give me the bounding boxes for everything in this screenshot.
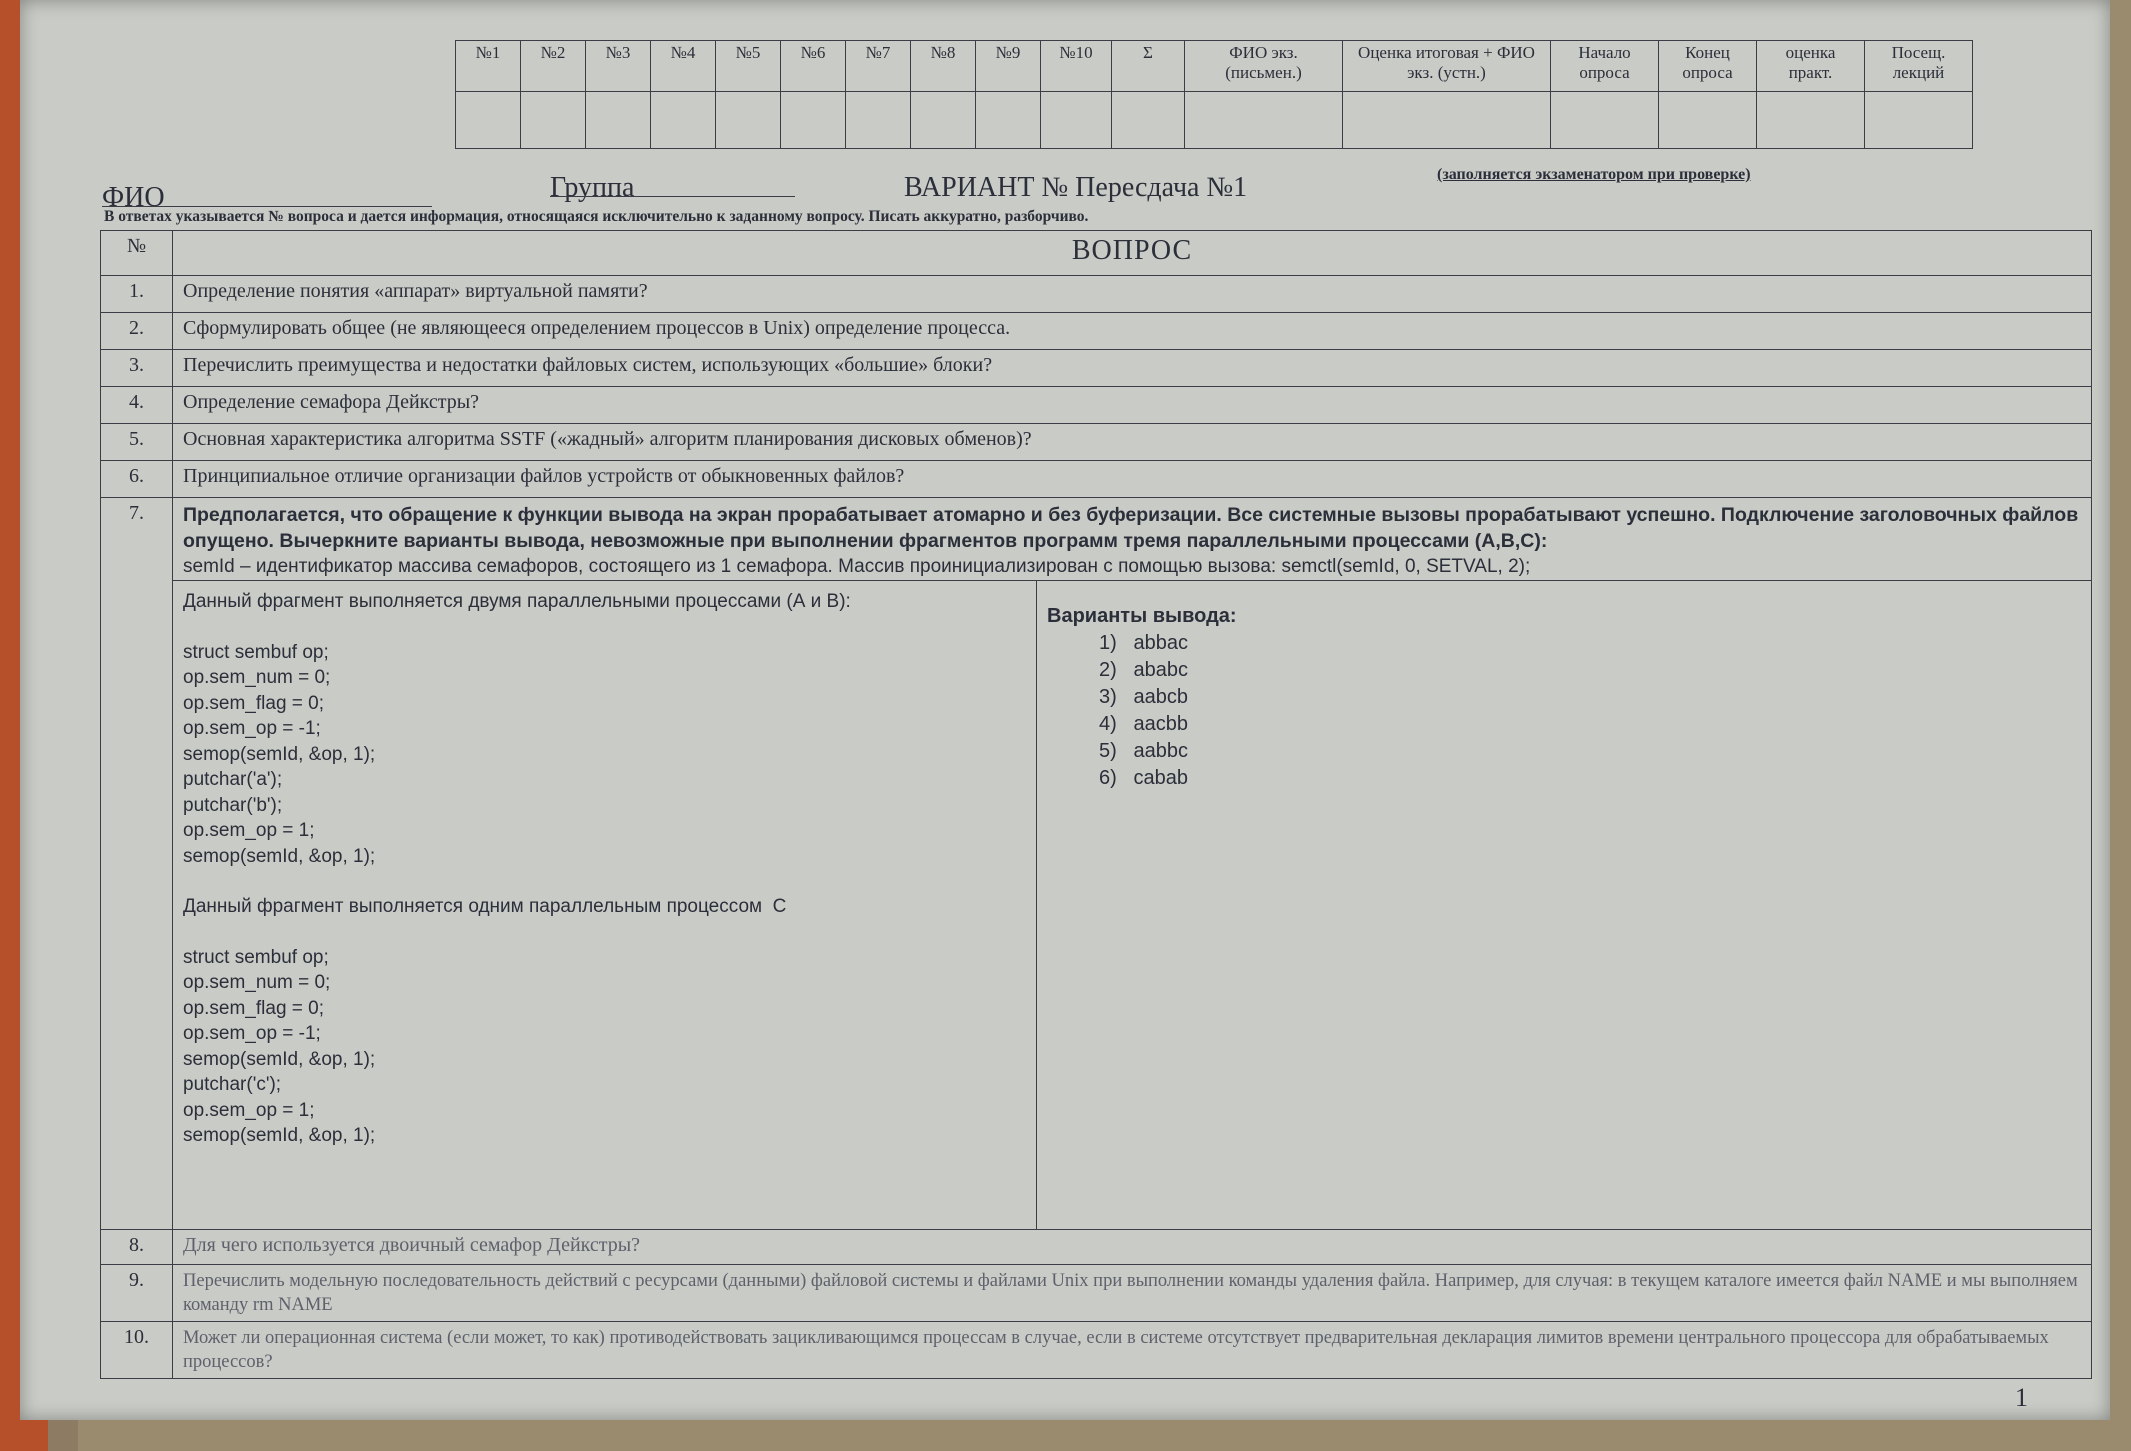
- question-7-row: [101, 498, 2091, 1230]
- question-row: [101, 1265, 2091, 1322]
- fragment-c-title: Данный фрагмент выполняется одним параллельным процессом С: [183, 896, 787, 917]
- code-line: op.sem_op = -1;: [183, 1023, 321, 1044]
- group-blank[interactable]: [550, 172, 795, 197]
- code-line: op.sem_num = 0;: [183, 972, 331, 993]
- score-entry-cell[interactable]: [781, 92, 846, 149]
- score-entry-cell[interactable]: [1551, 92, 1659, 149]
- score-entry-cell[interactable]: [1112, 92, 1185, 149]
- code-line: op.sem_op = 1;: [183, 820, 315, 841]
- score-header-cell: №9: [976, 41, 1041, 92]
- code-line: semop(semId, &op, 1);: [183, 743, 376, 765]
- code-line: op.sem_flag = 0;: [183, 692, 325, 714]
- col-question-header: ВОПРОС: [1071, 235, 1193, 266]
- examiner-note: (заполняется экзаменатором при проверке): [1437, 166, 1751, 183]
- code-line: op.sem_op = -1;: [183, 718, 321, 739]
- output-option[interactable]: 5) aabbc: [1099, 740, 1188, 762]
- score-header-cell: №5: [716, 41, 781, 92]
- question-text: Для чего используется двоичный семафор Дейкстры?: [183, 1234, 641, 1256]
- question-row: [101, 424, 2091, 461]
- question-7-inner-table: [173, 580, 2091, 1229]
- output-option[interactable]: 4) aacbb: [1099, 713, 1188, 735]
- student-header: [102, 166, 2002, 213]
- score-header-cell: №1: [456, 41, 521, 92]
- question-7-body: [173, 498, 2091, 1229]
- code-line: putchar('b');: [183, 794, 283, 816]
- score-entry-cell[interactable]: [521, 92, 586, 149]
- code-line: semop(semId, &op, 1);: [183, 845, 376, 867]
- question-row: [101, 1322, 2091, 1378]
- question-text: Сформулировать общее (не являющееся определением процессов в Unix) определение процесса.: [183, 317, 1011, 339]
- instruction-text: В ответах указывается № вопроса и дается информация, относящаяся исключительно к заданному вопросу. Писать аккуратно, разборчиво.: [104, 208, 1089, 225]
- question-text: Определение понятия «аппарат» виртуальной памяти?: [183, 280, 648, 302]
- question-text: Может ли операционная система (если может, то как) противодействовать зацикливающимся процессам в случае, если в системе отсутствует предварительная декларация лимитов времени центрального процессора для обрабатываемых процессов?: [183, 1328, 2049, 1372]
- question-number: 3.: [101, 350, 173, 386]
- output-options: [1037, 581, 2091, 1229]
- variant-label: ВАРИАНТ № Пересдача №1: [904, 172, 1248, 203]
- question-number: 4.: [101, 387, 173, 423]
- question-row: [101, 461, 2091, 498]
- question-7-statement: Предполагается, что обращение к функции вывода на экран прорабатывает атомарно и без буферизации. Все системные вызовы прорабатывают успешно. Подключение заголовочных файлов опущено. Вычеркните варианты вывода, невозможные при выполнении фрагментов программ тремя параллельными процессами (A,B,C):: [183, 504, 2079, 552]
- score-header-row: [456, 41, 1973, 92]
- question-number: 2.: [101, 313, 173, 349]
- code-fragments: [173, 581, 1037, 1229]
- output-option[interactable]: 2) ababc: [1099, 659, 1188, 681]
- page-number: 1: [2015, 1383, 2028, 1412]
- question-number: 5.: [101, 424, 173, 460]
- question-row: [101, 387, 2091, 424]
- question-text: Основная характеристика алгоритма SSTF («жадный» алгоритм планирования дисковых обменов)?: [183, 428, 1032, 450]
- score-header-cell: №10: [1041, 41, 1112, 92]
- question-row: [101, 1230, 2091, 1265]
- score-entry-cell[interactable]: [911, 92, 976, 149]
- score-entry-cell[interactable]: [651, 92, 716, 149]
- options-title: Варианты вывода:: [1047, 605, 1237, 627]
- fio-label: ФИО: [102, 182, 165, 213]
- score-entry-row: [456, 92, 1973, 149]
- code-line: semop(semId, &op, 1);: [183, 1125, 376, 1146]
- score-header-cell: Σ: [1112, 41, 1185, 92]
- score-entry-cell[interactable]: [456, 92, 521, 149]
- question-text: Перечислить модельную последовательность действий с ресурсами (данными) файловой системы и файлами Unix при выполнении команды удаления файла. Например, для случая: в текущем каталоге имеется файл NAME и мы выполняем команду rm NAME: [183, 1271, 2078, 1315]
- question-text: Принципиальное отличие организации файлов устройств от обыкновенных файлов?: [183, 465, 905, 487]
- score-header-cell: оценка практ.: [1757, 41, 1865, 92]
- score-header-cell: Конец опроса: [1659, 41, 1757, 92]
- code-line: putchar('a');: [183, 769, 283, 790]
- score-entry-cell[interactable]: [1659, 92, 1757, 149]
- col-num-header: №: [101, 231, 173, 275]
- question-row: [101, 350, 2091, 387]
- code-line: op.sem_op = 1;: [183, 1099, 315, 1121]
- score-header-cell: ФИО экз. (письмен.): [1185, 41, 1343, 92]
- score-header-cell: №3: [586, 41, 651, 92]
- score-entry-cell[interactable]: [1185, 92, 1343, 149]
- score-header-cell: №7: [846, 41, 911, 92]
- fragment-ab-title: Данный фрагмент выполняется двумя параллельными процессами (А и В):: [183, 591, 851, 612]
- score-entry-cell[interactable]: [1757, 92, 1865, 149]
- score-entry-cell[interactable]: [1041, 92, 1112, 149]
- question-text: Определение семафора Дейкстры?: [183, 391, 480, 413]
- score-header-cell: №8: [911, 41, 976, 92]
- score-entry-cell[interactable]: [716, 92, 781, 149]
- group-label: Группа: [550, 172, 635, 203]
- code-line: op.sem_flag = 0;: [183, 997, 325, 1019]
- question-text: Перечислить преимущества и недостатки файловых систем, использующих «большие» блоки?: [183, 354, 993, 376]
- score-entry-cell[interactable]: [586, 92, 651, 149]
- question-number: 10.: [101, 1322, 173, 1378]
- code-line: struct sembuf op;: [183, 641, 329, 663]
- question-number: 6.: [101, 461, 173, 497]
- code-line: struct sembuf op;: [183, 946, 329, 968]
- exam-sheet: [20, 0, 2110, 1420]
- output-option[interactable]: 1) abbac: [1099, 632, 1188, 654]
- fio-blank[interactable]: [102, 182, 432, 207]
- question-number: 1.: [101, 276, 173, 312]
- question-number: 9.: [101, 1265, 173, 1321]
- score-header-cell: №6: [781, 41, 846, 92]
- score-table: [455, 40, 1973, 149]
- score-header-cell: №2: [521, 41, 586, 92]
- score-header-cell: №4: [651, 41, 716, 92]
- score-entry-cell[interactable]: [1865, 92, 1973, 149]
- question-number: 8.: [101, 1230, 173, 1264]
- code-line: semop(semId, &op, 1);: [183, 1048, 376, 1070]
- score-entry-cell[interactable]: [976, 92, 1041, 149]
- questions-header-row: [101, 231, 2091, 276]
- question-number: 7.: [101, 498, 173, 1229]
- output-option[interactable]: 6) cabab: [1099, 767, 1188, 789]
- question-7-semaphore-note: semId – идентификатор массива семафоров, состоящего из 1 семафора. Массив проинициализирован с помощью вызова: semctl(semId, 0, SETVAL, 2);: [183, 556, 1531, 577]
- output-option[interactable]: 3) aabcb: [1099, 686, 1188, 708]
- question-row: [101, 276, 2091, 313]
- question-row: [101, 313, 2091, 350]
- score-header-cell: Посещ. лекций: [1865, 41, 1973, 92]
- code-line: op.sem_num = 0;: [183, 667, 331, 688]
- score-header-cell: Начало опроса: [1551, 41, 1659, 92]
- score-entry-cell[interactable]: [846, 92, 911, 149]
- code-line: putchar('c');: [183, 1074, 282, 1095]
- questions-table: [100, 230, 2092, 1379]
- score-header-cell: Оценка итоговая + ФИО экз. (устн.): [1343, 41, 1551, 92]
- score-entry-cell[interactable]: [1343, 92, 1551, 149]
